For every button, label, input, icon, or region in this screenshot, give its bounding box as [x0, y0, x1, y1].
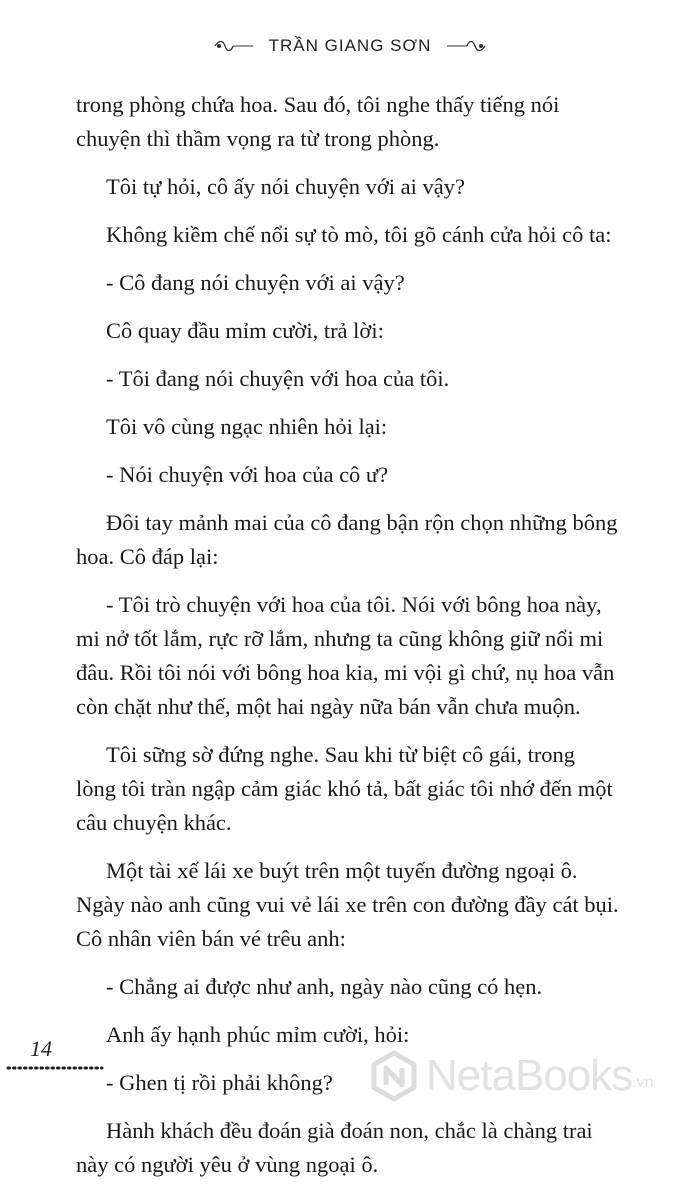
paragraph: Tôi tự hỏi, cô ấy nói chuyện với ai vậy?	[106, 174, 466, 199]
paragraph: Tôi vô cùng ngạc nhiên hỏi lại:	[106, 414, 388, 439]
running-title: TRẦN GIANG SƠN	[268, 36, 432, 55]
dialogue-line: - Nói chuyện với hoa của cô ư?	[106, 462, 389, 487]
netabooks-logo-icon	[368, 1050, 420, 1102]
left-flourish-ornament	[213, 39, 255, 53]
running-header	[0, 36, 700, 56]
right-flourish-ornament	[445, 39, 487, 53]
watermark-brand: NetaBooks	[426, 1051, 633, 1100]
paragraph: Hành khách đều đoán già đoán non, chắc là chàng trai này có người yêu ở vùng ngoại ô.	[76, 1118, 593, 1177]
page-number: 14	[30, 1036, 52, 1061]
paragraph: Không kiềm chế nổi sự tò mò, tôi gõ cánh cửa hỏi cô ta:	[106, 222, 612, 247]
body-text	[76, 88, 620, 1196]
paragraph: Anh ấy hạnh phúc mỉm cười, hỏi:	[106, 1022, 410, 1047]
dialogue-line: - Tôi trò chuyện với hoa của tôi. Nói với bông hoa này, mi nở tốt lắm, rực rỡ lắm, nhưng ta cũng không giữ nổi mi đâu. Rồi tôi nói với bông hoa kia, mi vội gì chứ, nụ hoa vẫn còn chặt như thế, một hai ngày nữa bán vẫn chưa muộn.	[76, 592, 615, 719]
dialogue-line: - Chẳng ai được như anh, ngày nào cũng có hẹn.	[106, 974, 543, 999]
netabooks-watermark	[368, 1046, 688, 1106]
dialogue-line: - Cô đang nói chuyện với ai vậy?	[106, 270, 405, 295]
paragraph: trong phòng chứa hoa. Sau đó, tôi nghe thấy tiếng nói chuyện thì thầm vọng ra từ trong phòng.	[76, 92, 560, 151]
paragraph: Cô quay đầu mỉm cười, trả lời:	[106, 318, 384, 343]
dialogue-line: - Ghen tị rồi phải không?	[106, 1070, 333, 1095]
paragraph: Một tài xế lái xe buýt trên một tuyến đường ngoại ô. Ngày nào anh cũng vui vẻ lái xe trên con đường đầy cát bụi. Cô nhân viên bán vé trêu anh:	[76, 858, 619, 951]
dotted-leader	[6, 1058, 106, 1074]
paragraph: Tôi sững sờ đứng nghe. Sau khi từ biệt cô gái, trong lòng tôi tràn ngập cảm giác khó tả, bất giác tôi nhớ đến một câu chuyện khác.	[76, 742, 613, 835]
dialogue-line: - Tôi đang nói chuyện với hoa của tôi.	[106, 366, 450, 391]
paragraph: Đôi tay mảnh mai của cô đang bận rộn chọn những bông hoa. Cô đáp lại:	[76, 510, 618, 569]
watermark-tld: .vn	[632, 1074, 654, 1091]
